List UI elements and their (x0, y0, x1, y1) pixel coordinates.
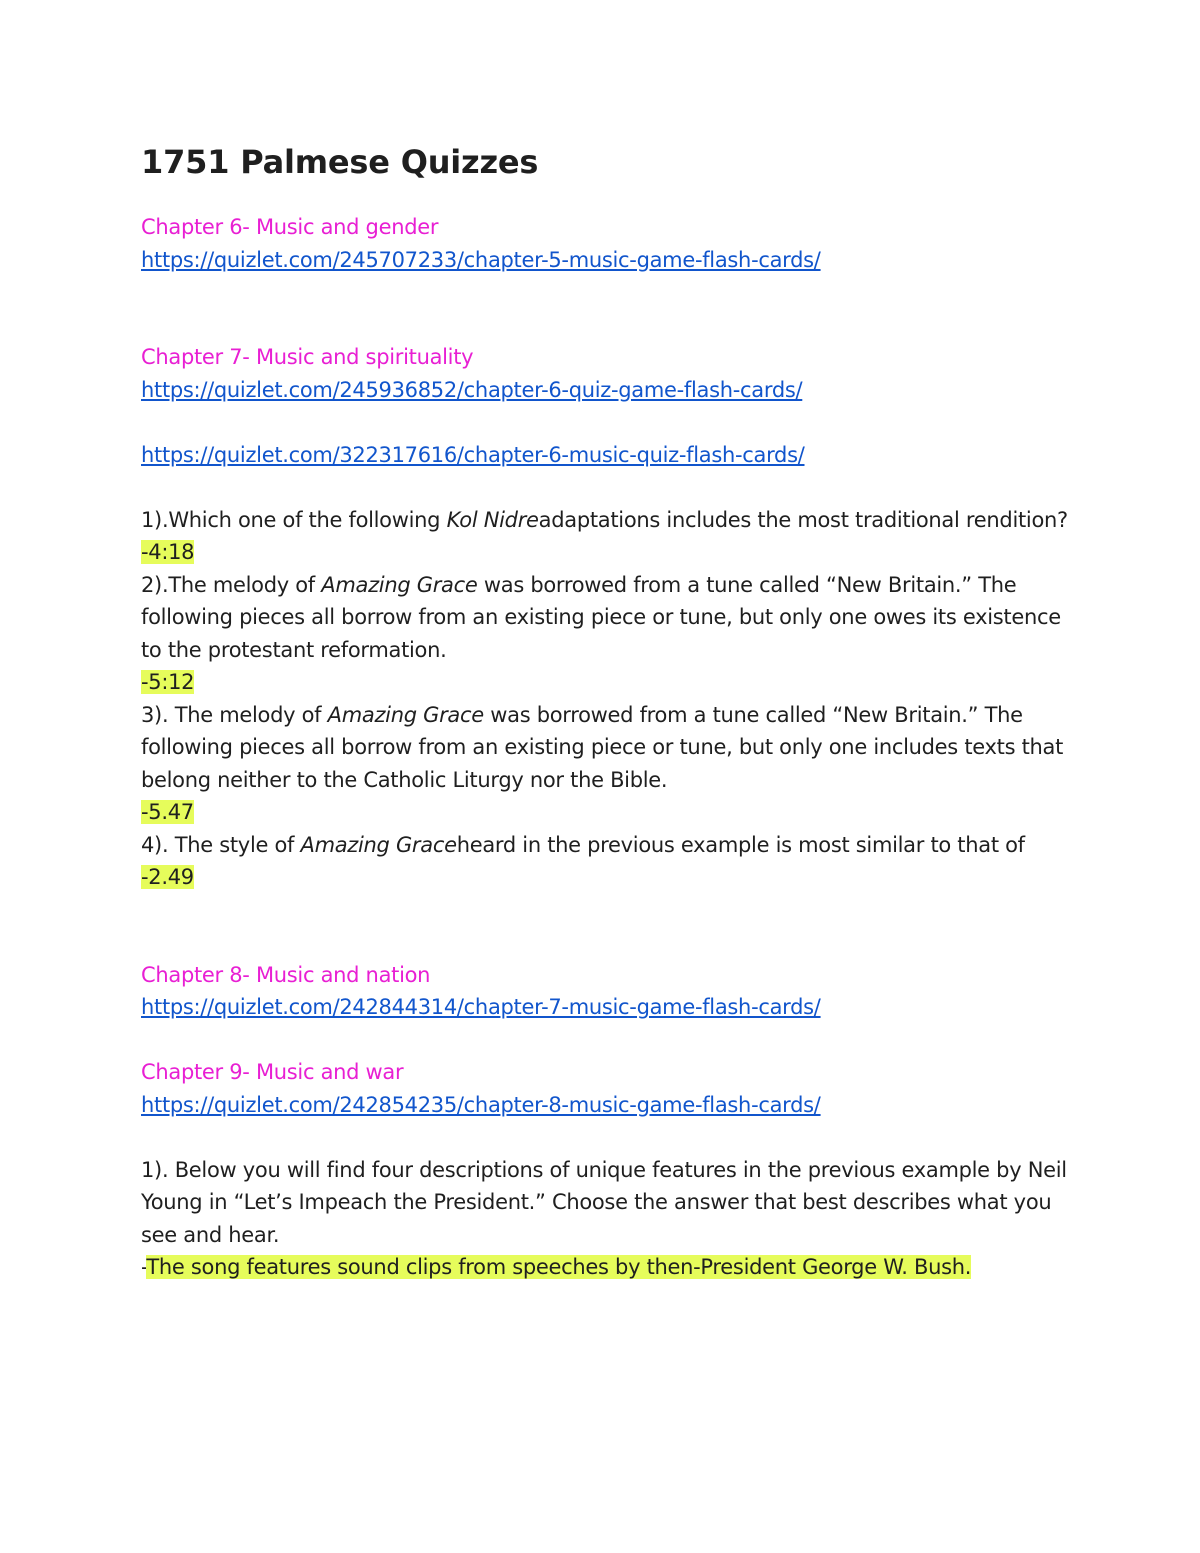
question-italic-title: Amazing Grace (327, 702, 484, 727)
chapter-9-link[interactable]: https://quizlet.com/242854235/chapter-8-music-game-flash-cards/ (141, 1092, 821, 1117)
question-text: 1).Which one of the following (141, 507, 447, 532)
chapter-7-heading: Chapter 7- Music and spirituality (141, 345, 474, 369)
chapter-9-answer-1 (141, 1251, 1071, 1284)
question-italic-title: Kol Nidre (446, 507, 539, 532)
question-text: heard in the previous example is most similar to that of (456, 832, 1025, 857)
spacer (141, 894, 1071, 959)
chapter-9-heading: Chapter 9- Music and war (141, 1060, 404, 1084)
question-italic-title: Amazing Grace (300, 832, 457, 857)
chapter-7-link-1[interactable]: https://quizlet.com/245936852/chapter-6-quiz-game-flash-cards/ (141, 377, 803, 402)
chapter-7-answer-4 (141, 861, 1071, 894)
chapter-7-answer-2 (141, 666, 1071, 699)
spacer (141, 471, 1071, 504)
chapter-6-link[interactable]: https://quizlet.com/245707233/chapter-5-music-game-flash-cards/ (141, 247, 821, 272)
chapter-7-question-1 (141, 504, 1071, 537)
spacer (141, 406, 1071, 439)
chapter-7-answer-1 (141, 536, 1071, 569)
chapter-7-question-4 (141, 829, 1071, 862)
question-text: was borrowed from a tune called “New Britain.” The following pieces all borrow from an existing piece or tune, but only one includes texts that belong neither to the Catholic Liturgy nor the Bible. (141, 702, 1064, 792)
answer-dash: - (141, 1255, 147, 1279)
highlighted-answer: -5:12 (141, 670, 195, 694)
chapter-8-heading: Chapter 8- Music and nation (141, 962, 431, 987)
chapter-7-link-2[interactable]: https://quizlet.com/322317616/chapter-6-music-quiz-flash-cards/ (141, 442, 805, 467)
question-text: was borrowed from a tune called “New Britain.” The following pieces all borrow from an existing piece or tune, but only one owes its existence to the protestant reformation. (141, 572, 1061, 662)
highlighted-answer: -2.49 (141, 865, 194, 889)
highlighted-answer: -5.47 (141, 800, 194, 824)
question-italic-title: Amazing Grace (321, 572, 478, 597)
highlighted-answer: The song features sound clips from speeches by then-President George W. Bush. (146, 1255, 972, 1279)
spacer (141, 1121, 1071, 1154)
chapter-7-answer-3 (141, 796, 1071, 829)
chapter-7-question-2 (141, 569, 1071, 667)
document-title: 1751 Palmese Quizzes (141, 143, 539, 181)
question-text: 2).The melody of (141, 572, 322, 597)
chapter-9-question-1: 1). Below you will find four descriptions of unique features in the previous example by Neil Young in “Let’s Impeach the President.” Choose the answer that best describes what you see and hear. (141, 1157, 1067, 1247)
question-text: 4). The style of (141, 832, 301, 857)
chapter-7-question-3 (141, 699, 1071, 797)
chapter-8-link[interactable]: https://quizlet.com/242844314/chapter-7-music-game-flash-cards/ (141, 995, 821, 1019)
spacer (141, 1024, 1071, 1057)
spacer (141, 276, 1071, 341)
document-page (141, 140, 1071, 1284)
question-text: 3). The melody of (141, 702, 328, 727)
chapter-6-heading: Chapter 6- Music and gender (141, 215, 439, 239)
highlighted-answer: -4:18 (141, 540, 195, 564)
question-text: adaptations includes the most traditional rendition? (538, 507, 1068, 532)
